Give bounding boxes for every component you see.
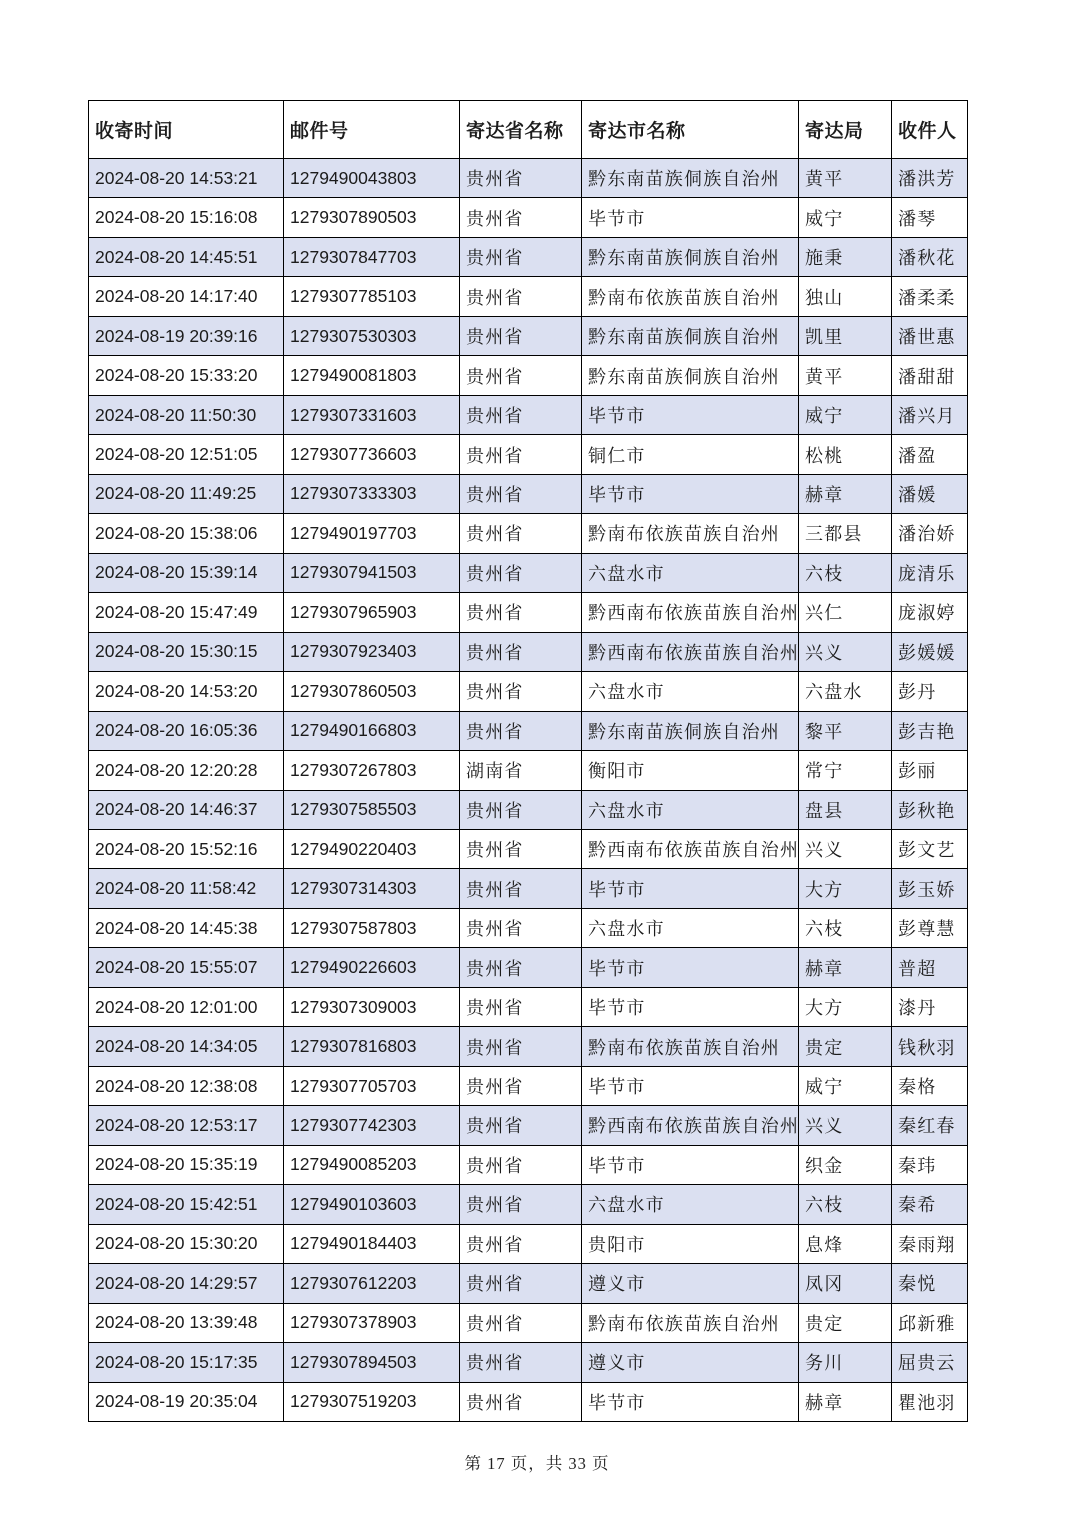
cell-destination-province: 贵州省 — [460, 435, 582, 474]
cell-recipient: 普超 — [892, 948, 968, 987]
cell-receive-time: 2024-08-20 15:38:06 — [89, 514, 284, 553]
table-row — [89, 632, 968, 671]
cell-recipient: 钱秋羽 — [892, 1027, 968, 1066]
cell-destination-city: 黔东南苗族侗族自治州 — [582, 356, 799, 395]
cell-receive-time: 2024-08-20 16:05:36 — [89, 711, 284, 750]
cell-destination-office: 六枝 — [799, 1185, 892, 1224]
cell-destination-province: 贵州省 — [460, 1066, 582, 1105]
cell-destination-office: 盘县 — [799, 790, 892, 829]
cell-receive-time: 2024-08-20 11:50:30 — [89, 395, 284, 434]
cell-destination-office: 赫章 — [799, 948, 892, 987]
cell-destination-province: 贵州省 — [460, 908, 582, 947]
cell-destination-province: 贵州省 — [460, 553, 582, 592]
cell-recipient: 秦玮 — [892, 1145, 968, 1184]
cell-recipient: 秦希 — [892, 1185, 968, 1224]
cell-destination-city: 遵义市 — [582, 1264, 799, 1303]
cell-recipient: 屈贵云 — [892, 1343, 968, 1382]
cell-destination-province: 贵州省 — [460, 1027, 582, 1066]
cell-destination-city: 黔西南布依族苗族自治州 — [582, 1106, 799, 1145]
cell-destination-office: 独山 — [799, 277, 892, 316]
table-row — [89, 751, 968, 790]
cell-destination-city: 毕节市 — [582, 198, 799, 237]
cell-receive-time: 2024-08-19 20:39:16 — [89, 316, 284, 355]
cell-destination-province: 贵州省 — [460, 711, 582, 750]
cell-receive-time: 2024-08-20 14:45:38 — [89, 908, 284, 947]
table-row — [89, 277, 968, 316]
cell-mail-number: 1279307530303 — [284, 316, 460, 355]
cell-recipient: 彭玉娇 — [892, 869, 968, 908]
cell-destination-office: 常宁 — [799, 751, 892, 790]
cell-destination-city: 黔东南苗族侗族自治州 — [582, 237, 799, 276]
cell-receive-time: 2024-08-20 14:53:21 — [89, 159, 284, 198]
column-header-destination-office: 寄达局 — [799, 101, 892, 159]
cell-destination-province: 贵州省 — [460, 593, 582, 632]
table-row — [89, 356, 968, 395]
cell-mail-number: 1279307333303 — [284, 474, 460, 513]
cell-mail-number: 1279307705703 — [284, 1066, 460, 1105]
cell-receive-time: 2024-08-20 15:47:49 — [89, 593, 284, 632]
table-row — [89, 1264, 968, 1303]
cell-receive-time: 2024-08-20 12:20:28 — [89, 751, 284, 790]
table-row — [89, 987, 968, 1026]
cell-mail-number: 1279307785103 — [284, 277, 460, 316]
cell-mail-number: 1279490085203 — [284, 1145, 460, 1184]
cell-receive-time: 2024-08-20 14:17:40 — [89, 277, 284, 316]
cell-mail-number: 1279307890503 — [284, 198, 460, 237]
cell-destination-city: 毕节市 — [582, 869, 799, 908]
column-header-recipient: 收件人 — [892, 101, 968, 159]
cell-destination-province: 贵州省 — [460, 1185, 582, 1224]
table-row — [89, 908, 968, 947]
cell-recipient: 潘治娇 — [892, 514, 968, 553]
cell-recipient: 秦红春 — [892, 1106, 968, 1145]
cell-destination-city: 六盘水市 — [582, 790, 799, 829]
cell-destination-province: 贵州省 — [460, 1343, 582, 1382]
cell-destination-office: 织金 — [799, 1145, 892, 1184]
cell-mail-number: 1279307816803 — [284, 1027, 460, 1066]
cell-destination-office: 兴义 — [799, 1106, 892, 1145]
table-row — [89, 1106, 968, 1145]
table-row — [89, 1303, 968, 1342]
cell-recipient: 漆丹 — [892, 987, 968, 1026]
cell-receive-time: 2024-08-20 15:42:51 — [89, 1185, 284, 1224]
cell-recipient: 庞清乐 — [892, 553, 968, 592]
cell-mail-number: 1279307894503 — [284, 1343, 460, 1382]
cell-receive-time: 2024-08-20 12:01:00 — [89, 987, 284, 1026]
cell-destination-city: 毕节市 — [582, 395, 799, 434]
table-row — [89, 474, 968, 513]
cell-destination-office: 凯里 — [799, 316, 892, 355]
cell-destination-office: 赫章 — [799, 474, 892, 513]
table-row — [89, 672, 968, 711]
cell-receive-time: 2024-08-20 12:38:08 — [89, 1066, 284, 1105]
cell-receive-time: 2024-08-20 15:35:19 — [89, 1145, 284, 1184]
cell-mail-number: 1279307519203 — [284, 1382, 460, 1421]
table-row — [89, 1343, 968, 1382]
cell-destination-province: 贵州省 — [460, 277, 582, 316]
cell-destination-city: 六盘水市 — [582, 908, 799, 947]
cell-recipient: 潘柔柔 — [892, 277, 968, 316]
cell-mail-number: 1279490197703 — [284, 514, 460, 553]
cell-destination-city: 六盘水市 — [582, 553, 799, 592]
table-row — [89, 1224, 968, 1263]
cell-destination-province: 贵州省 — [460, 1382, 582, 1421]
cell-recipient: 彭尊慧 — [892, 908, 968, 947]
cell-destination-city: 贵阳市 — [582, 1224, 799, 1263]
cell-destination-office: 黄平 — [799, 159, 892, 198]
cell-destination-office: 务川 — [799, 1343, 892, 1382]
cell-destination-office: 赫章 — [799, 1382, 892, 1421]
cell-receive-time: 2024-08-20 14:34:05 — [89, 1027, 284, 1066]
cell-destination-city: 六盘水市 — [582, 1185, 799, 1224]
cell-mail-number: 1279307941503 — [284, 553, 460, 592]
cell-destination-city: 黔西南布依族苗族自治州 — [582, 829, 799, 868]
cell-destination-city: 铜仁市 — [582, 435, 799, 474]
table-row — [89, 198, 968, 237]
cell-destination-city: 黔南布依族苗族自治州 — [582, 277, 799, 316]
cell-recipient: 庞淑婷 — [892, 593, 968, 632]
cell-destination-province: 贵州省 — [460, 672, 582, 711]
cell-destination-office: 黄平 — [799, 356, 892, 395]
cell-destination-province: 贵州省 — [460, 514, 582, 553]
cell-recipient: 秦雨翔 — [892, 1224, 968, 1263]
cell-recipient: 邱新雅 — [892, 1303, 968, 1342]
cell-mail-number: 1279307378903 — [284, 1303, 460, 1342]
cell-recipient: 秦格 — [892, 1066, 968, 1105]
cell-mail-number: 1279307587803 — [284, 908, 460, 947]
cell-recipient: 潘琴 — [892, 198, 968, 237]
cell-receive-time: 2024-08-20 11:49:25 — [89, 474, 284, 513]
cell-destination-office: 三都县 — [799, 514, 892, 553]
cell-receive-time: 2024-08-20 15:17:35 — [89, 1343, 284, 1382]
cell-receive-time: 2024-08-20 11:58:42 — [89, 869, 284, 908]
cell-recipient: 彭媛媛 — [892, 632, 968, 671]
page-number: 第 17 页，共 33 页 — [464, 1454, 610, 1473]
cell-mail-number: 1279307742303 — [284, 1106, 460, 1145]
table-row — [89, 711, 968, 750]
cell-destination-city: 毕节市 — [582, 948, 799, 987]
cell-mail-number: 1279307860503 — [284, 672, 460, 711]
cell-mail-number: 1279490081803 — [284, 356, 460, 395]
cell-destination-city: 黔南布依族苗族自治州 — [582, 514, 799, 553]
table-row — [89, 237, 968, 276]
cell-destination-province: 贵州省 — [460, 829, 582, 868]
cell-destination-province: 贵州省 — [460, 632, 582, 671]
cell-destination-province: 贵州省 — [460, 987, 582, 1026]
cell-mail-number: 1279490166803 — [284, 711, 460, 750]
cell-destination-province: 贵州省 — [460, 1106, 582, 1145]
cell-destination-province: 贵州省 — [460, 395, 582, 434]
cell-recipient: 潘洪芳 — [892, 159, 968, 198]
cell-destination-office: 兴义 — [799, 632, 892, 671]
cell-destination-office: 兴仁 — [799, 593, 892, 632]
cell-destination-office: 威宁 — [799, 1066, 892, 1105]
cell-destination-city: 毕节市 — [582, 1145, 799, 1184]
cell-receive-time: 2024-08-20 15:39:14 — [89, 553, 284, 592]
table-row — [89, 553, 968, 592]
cell-destination-city: 黔东南苗族侗族自治州 — [582, 711, 799, 750]
cell-recipient: 彭吉艳 — [892, 711, 968, 750]
cell-mail-number: 1279307585503 — [284, 790, 460, 829]
cell-destination-city: 黔南布依族苗族自治州 — [582, 1303, 799, 1342]
table-row — [89, 1145, 968, 1184]
cell-receive-time: 2024-08-20 15:52:16 — [89, 829, 284, 868]
cell-receive-time: 2024-08-20 14:29:57 — [89, 1264, 284, 1303]
cell-mail-number: 1279490220403 — [284, 829, 460, 868]
cell-destination-office: 息烽 — [799, 1224, 892, 1263]
cell-receive-time: 2024-08-20 15:30:15 — [89, 632, 284, 671]
cell-recipient: 潘秋花 — [892, 237, 968, 276]
table-row — [89, 395, 968, 434]
cell-destination-office: 威宁 — [799, 198, 892, 237]
cell-mail-number: 1279490103603 — [284, 1185, 460, 1224]
cell-receive-time: 2024-08-20 14:45:51 — [89, 237, 284, 276]
cell-receive-time: 2024-08-19 20:35:04 — [89, 1382, 284, 1421]
cell-destination-city: 衡阳市 — [582, 751, 799, 790]
cell-destination-office: 大方 — [799, 987, 892, 1026]
cell-destination-province: 贵州省 — [460, 198, 582, 237]
cell-destination-province: 贵州省 — [460, 356, 582, 395]
cell-destination-province: 贵州省 — [460, 1145, 582, 1184]
cell-receive-time: 2024-08-20 15:16:08 — [89, 198, 284, 237]
cell-recipient: 彭丹 — [892, 672, 968, 711]
cell-destination-city: 黔东南苗族侗族自治州 — [582, 159, 799, 198]
cell-destination-city: 毕节市 — [582, 1382, 799, 1421]
cell-recipient: 瞿池羽 — [892, 1382, 968, 1421]
table-row — [89, 1382, 968, 1421]
cell-mail-number: 1279490043803 — [284, 159, 460, 198]
column-header-destination-city: 寄达市名称 — [582, 101, 799, 159]
cell-recipient: 彭秋艳 — [892, 790, 968, 829]
cell-destination-city: 毕节市 — [582, 474, 799, 513]
cell-destination-province: 贵州省 — [460, 237, 582, 276]
cell-mail-number: 1279307331603 — [284, 395, 460, 434]
cell-destination-office: 大方 — [799, 869, 892, 908]
cell-destination-province: 贵州省 — [460, 316, 582, 355]
table-row — [89, 593, 968, 632]
cell-destination-city: 六盘水市 — [582, 672, 799, 711]
cell-destination-province: 贵州省 — [460, 159, 582, 198]
table-row — [89, 790, 968, 829]
cell-destination-province: 贵州省 — [460, 948, 582, 987]
cell-destination-province: 贵州省 — [460, 790, 582, 829]
column-header-receive-time: 收寄时间 — [89, 101, 284, 159]
cell-mail-number: 1279490184403 — [284, 1224, 460, 1263]
cell-destination-province: 贵州省 — [460, 474, 582, 513]
header-row — [89, 101, 968, 159]
cell-recipient: 潘媛 — [892, 474, 968, 513]
table-row — [89, 1066, 968, 1105]
cell-destination-province: 贵州省 — [460, 1224, 582, 1263]
cell-destination-office: 兴义 — [799, 829, 892, 868]
cell-mail-number: 1279490226603 — [284, 948, 460, 987]
cell-receive-time: 2024-08-20 15:55:07 — [89, 948, 284, 987]
cell-mail-number: 1279307612203 — [284, 1264, 460, 1303]
cell-destination-city: 遵义市 — [582, 1343, 799, 1382]
column-header-mail-number: 邮件号 — [284, 101, 460, 159]
cell-destination-province: 贵州省 — [460, 1264, 582, 1303]
cell-destination-office: 六盘水 — [799, 672, 892, 711]
cell-destination-office: 黎平 — [799, 711, 892, 750]
table-row — [89, 514, 968, 553]
cell-mail-number: 1279307965903 — [284, 593, 460, 632]
cell-mail-number: 1279307847703 — [284, 237, 460, 276]
cell-destination-province: 湖南省 — [460, 751, 582, 790]
cell-mail-number: 1279307736603 — [284, 435, 460, 474]
cell-destination-office: 施秉 — [799, 237, 892, 276]
cell-destination-city: 毕节市 — [582, 1066, 799, 1105]
cell-destination-office: 威宁 — [799, 395, 892, 434]
cell-destination-city: 毕节市 — [582, 987, 799, 1026]
cell-destination-city: 黔东南苗族侗族自治州 — [582, 316, 799, 355]
table-row — [89, 869, 968, 908]
cell-destination-office: 凤冈 — [799, 1264, 892, 1303]
table-row — [89, 435, 968, 474]
table-row — [89, 948, 968, 987]
mail-records-table — [88, 100, 968, 1422]
table-row — [89, 316, 968, 355]
table-row — [89, 159, 968, 198]
column-header-destination-province: 寄达省名称 — [460, 101, 582, 159]
cell-recipient: 潘世惠 — [892, 316, 968, 355]
cell-receive-time: 2024-08-20 12:51:05 — [89, 435, 284, 474]
cell-recipient: 秦悦 — [892, 1264, 968, 1303]
cell-mail-number: 1279307309003 — [284, 987, 460, 1026]
cell-receive-time: 2024-08-20 14:53:20 — [89, 672, 284, 711]
cell-destination-office: 松桃 — [799, 435, 892, 474]
cell-destination-city: 黔西南布依族苗族自治州 — [582, 593, 799, 632]
cell-receive-time: 2024-08-20 13:39:48 — [89, 1303, 284, 1342]
cell-receive-time: 2024-08-20 15:33:20 — [89, 356, 284, 395]
cell-destination-province: 贵州省 — [460, 869, 582, 908]
cell-recipient: 潘兴月 — [892, 395, 968, 434]
cell-recipient: 彭文艺 — [892, 829, 968, 868]
cell-mail-number: 1279307923403 — [284, 632, 460, 671]
cell-destination-office: 六枝 — [799, 908, 892, 947]
cell-destination-office: 六枝 — [799, 553, 892, 592]
cell-recipient: 彭丽 — [892, 751, 968, 790]
table-row — [89, 1185, 968, 1224]
cell-receive-time: 2024-08-20 14:46:37 — [89, 790, 284, 829]
cell-recipient: 潘甜甜 — [892, 356, 968, 395]
cell-recipient: 潘盈 — [892, 435, 968, 474]
table-row — [89, 1027, 968, 1066]
table-row — [89, 829, 968, 868]
cell-destination-city: 黔西南布依族苗族自治州 — [582, 632, 799, 671]
cell-mail-number: 1279307267803 — [284, 751, 460, 790]
cell-destination-city: 黔南布依族苗族自治州 — [582, 1027, 799, 1066]
cell-destination-province: 贵州省 — [460, 1303, 582, 1342]
cell-destination-office: 贵定 — [799, 1027, 892, 1066]
cell-receive-time: 2024-08-20 15:30:20 — [89, 1224, 284, 1263]
cell-destination-office: 贵定 — [799, 1303, 892, 1342]
cell-mail-number: 1279307314303 — [284, 869, 460, 908]
cell-receive-time: 2024-08-20 12:53:17 — [89, 1106, 284, 1145]
